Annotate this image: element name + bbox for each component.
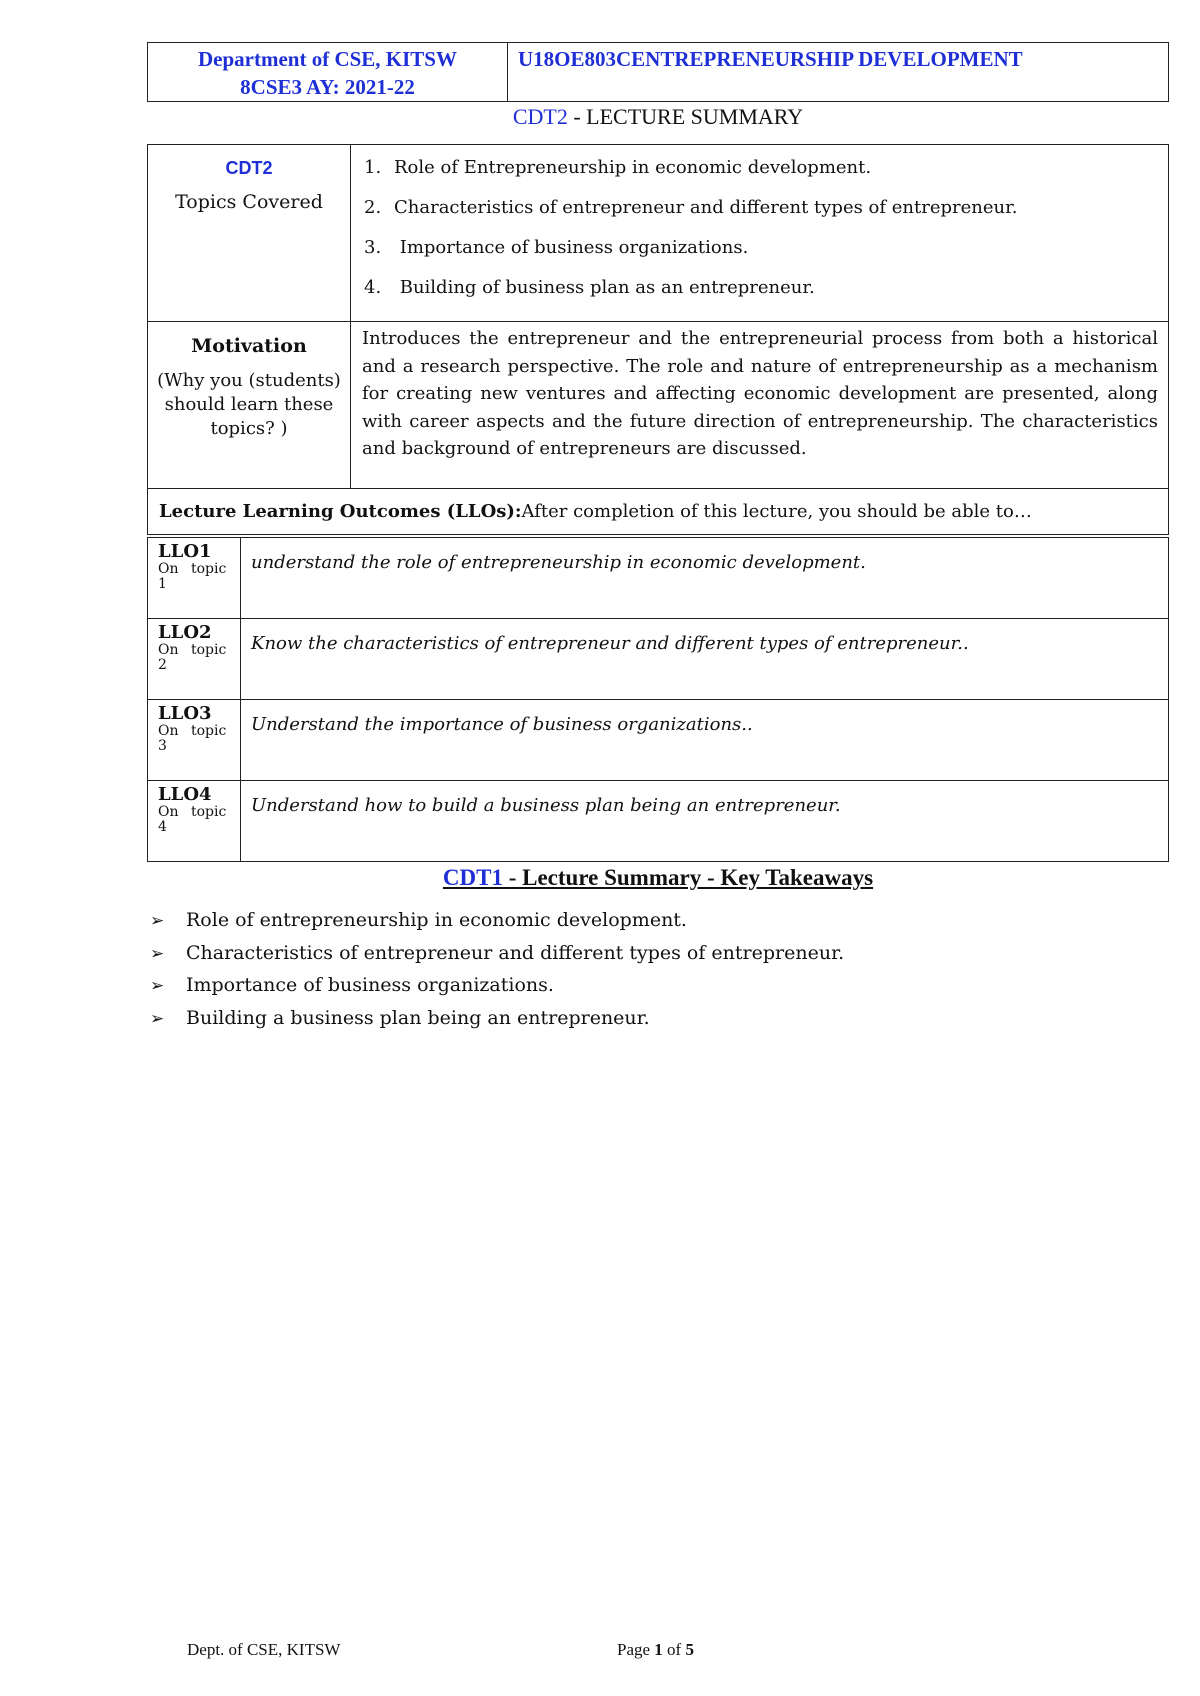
- footer-page-total: 5: [685, 1640, 694, 1659]
- topic-item: [364, 234, 1157, 274]
- footer-department: Dept. of CSE, KITSW: [187, 1640, 341, 1659]
- llo-table: [147, 537, 1169, 862]
- llo-row: [148, 781, 1169, 862]
- takeaway-text: Building a business plan being an entrepreneur.: [186, 1006, 650, 1029]
- llo-topic-num: 3: [158, 738, 167, 754]
- llo-text: Understand the importance of business organizations..: [241, 700, 1169, 781]
- page-title-sep: -: [567, 104, 587, 129]
- topic-text: Characteristics of entrepreneur and different types of entrepreneur.: [394, 197, 1018, 218]
- page-title-code: CDT2: [512, 104, 568, 129]
- department-name: Department of CSE, KITSW: [197, 47, 457, 71]
- topic-text: Importance of business organizations.: [394, 237, 749, 258]
- llo-row: [148, 619, 1169, 700]
- topic-num: 3.: [364, 237, 382, 258]
- takeaway-item: [150, 938, 844, 971]
- motivation-row: [148, 322, 1169, 489]
- page-title-text: LECTURE SUMMARY: [586, 104, 804, 129]
- llo-topic-num: 2: [158, 657, 167, 673]
- page-title: [147, 104, 1169, 130]
- topics-code: CDT2: [225, 158, 273, 178]
- takeaway-text: Characteristics of entrepreneur and different types of entrepreneur.: [186, 941, 845, 964]
- topics-row: [148, 145, 1169, 322]
- llo-row: [148, 538, 1169, 619]
- topic-item: [364, 274, 1157, 314]
- llo-id: LLO2: [158, 622, 212, 643]
- llo-header-bold: Lecture Learning Outcomes (LLOs):: [159, 501, 522, 522]
- topics-label-cell: [148, 145, 351, 322]
- topic-num: 1.: [364, 157, 382, 178]
- topics-label: Topics Covered: [175, 191, 323, 213]
- topic-text: Role of Entrepreneurship in economic development.: [394, 157, 872, 178]
- llo-on-topic: On topic: [158, 804, 227, 820]
- topic-text: Building of business plan as an entrepreneur.: [394, 277, 815, 298]
- course-title: U18OE803CENTREPRENEURSHIP DEVELOPMENT: [518, 47, 1023, 71]
- llo-header-row: [148, 489, 1169, 535]
- llo-text: Know the characteristics of entrepreneur and different types of entrepreneur..: [241, 619, 1169, 700]
- arrow-bullet-icon: ➢: [150, 1008, 165, 1029]
- takeaway-text: Role of entrepreneurship in economic development.: [186, 909, 687, 931]
- llo-id-cell: [148, 781, 241, 862]
- arrow-bullet-icon: ➢: [150, 976, 165, 996]
- llo-id: LLO1: [158, 541, 212, 562]
- topic-num: 2.: [364, 197, 382, 218]
- takeaway-item: [150, 1003, 844, 1036]
- llo-on-topic: On topic: [158, 723, 227, 739]
- llo-id: LLO4: [158, 784, 212, 805]
- llo-text: understand the role of entrepreneurship in economic development.: [241, 538, 1169, 619]
- motivation-text: Introduces the entrepreneur and the entrepreneurial process from both a historical and a research perspective. The role and nature of entrepreneurship as a mechanism for creating new ventures and affecting economic development are presented, along with career aspects and the future direction of entrepreneurship. The characteristics and background of entrepreneurs are discussed.: [351, 322, 1169, 489]
- llo-header-cell: [148, 489, 1169, 535]
- footer-page-current: 1: [654, 1640, 663, 1659]
- arrow-bullet-icon: ➢: [150, 943, 165, 964]
- takeaways-title-text: - Lecture Summary - Key Takeaways: [502, 865, 874, 890]
- topic-item: [364, 194, 1157, 234]
- takeaways-list: [150, 905, 844, 1035]
- footer-page-number: [617, 1640, 694, 1660]
- llo-topic-num: 4: [158, 819, 167, 835]
- motivation-label-cell: [148, 322, 351, 489]
- topics-list: [352, 146, 1167, 320]
- takeaway-item: [150, 970, 844, 1003]
- llo-id-cell: [148, 538, 241, 619]
- motivation-sub-label: (Why you (students) should learn these topics? ): [157, 370, 341, 439]
- academic-year: 8CSE3 AY: 2021-22: [240, 75, 415, 99]
- takeaway-item: [150, 905, 844, 938]
- topics-list-cell: [351, 145, 1169, 322]
- llo-id: LLO3: [158, 703, 212, 724]
- llo-id-cell: [148, 619, 241, 700]
- department-cell: [148, 43, 508, 101]
- takeaways-title: [147, 865, 1169, 891]
- llo-row: [148, 700, 1169, 781]
- llo-header-rest: After completion of this lecture, you should be able to…: [521, 501, 1032, 522]
- document-header: [147, 42, 1169, 102]
- llo-on-topic: On topic: [158, 561, 227, 577]
- llo-topic-num: 1: [158, 576, 167, 592]
- llo-on-topic: On topic: [158, 642, 227, 658]
- footer-page-word: Page: [617, 1640, 655, 1659]
- topic-num: 4.: [364, 277, 382, 298]
- topic-item: [364, 154, 1157, 194]
- takeaways-code: CDT1: [442, 865, 503, 890]
- footer-of-word: of: [662, 1640, 686, 1659]
- arrow-bullet-icon: ➢: [150, 911, 165, 931]
- llo-text: Understand how to build a business plan being an entrepreneur.: [241, 781, 1169, 862]
- takeaway-text: Importance of business organizations.: [186, 974, 554, 996]
- llo-id-cell: [148, 700, 241, 781]
- motivation-label: Motivation: [191, 335, 307, 357]
- summary-table: [147, 144, 1169, 535]
